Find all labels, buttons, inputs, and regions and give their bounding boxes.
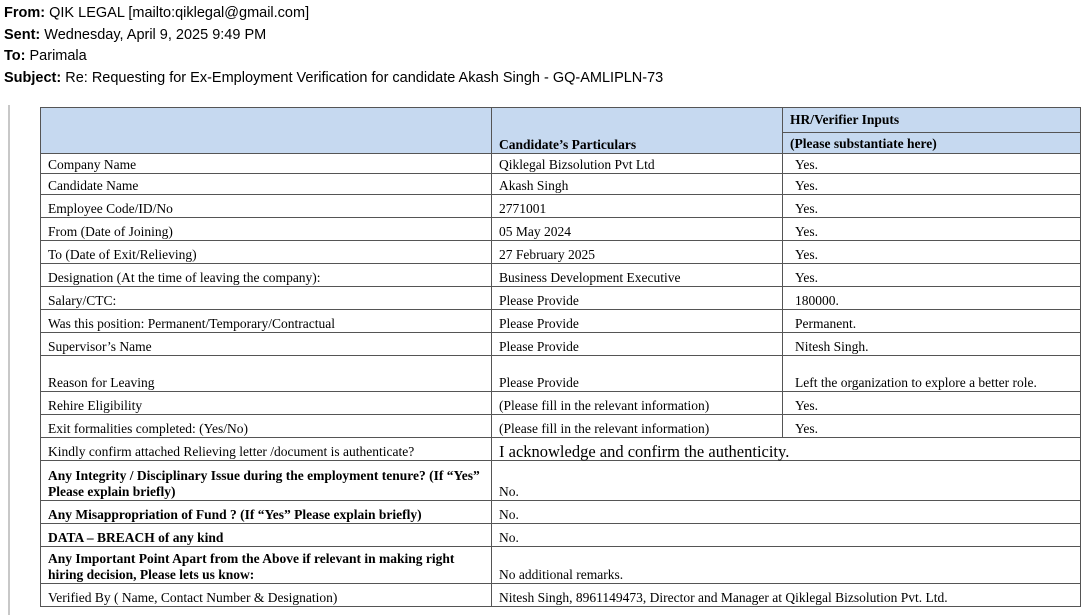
row-particular: (Please fill in the relevant information) [492, 415, 783, 438]
misappropriation-row [41, 501, 1081, 524]
quote-bar [8, 105, 10, 615]
table-row [41, 174, 1081, 195]
subject-label: Subject: [4, 69, 62, 86]
authentic-row [41, 438, 1081, 461]
header-blank [41, 108, 492, 154]
row-label: Salary/CTC: [41, 287, 492, 310]
authentic-value: I acknowledge and confirm the authenticity. [492, 438, 1081, 461]
header-verifier-inputs [783, 108, 1081, 154]
table-row [41, 218, 1081, 241]
row-particular: Business Development Executive [492, 264, 783, 287]
row-label: From (Date of Joining) [41, 218, 492, 241]
sent-label: Sent: [4, 26, 41, 43]
verified-value: Nitesh Singh, 8961149473, Director and Manager at Qiklegal Bizsolution Pvt. Ltd. [492, 584, 1081, 607]
from-line [4, 3, 663, 25]
row-particular: Please Provide [492, 333, 783, 356]
row-particular: Please Provide [492, 287, 783, 310]
table-row [41, 333, 1081, 356]
row-label: To (Date of Exit/Relieving) [41, 241, 492, 264]
table-row [41, 392, 1081, 415]
table-row [41, 154, 1081, 174]
from-label: From: [4, 5, 46, 21]
row-verifier-input: Nitesh Singh. [783, 333, 1081, 356]
row-verifier-input: Yes. [783, 174, 1081, 195]
row-verifier-input: Permanent. [783, 310, 1081, 333]
important-value: No additional remarks. [492, 547, 1081, 584]
row-verifier-input: Yes. [783, 218, 1081, 241]
row-verifier-input: Yes. [783, 195, 1081, 218]
verified-label: Verified By ( Name, Contact Number & Designation) [41, 584, 492, 607]
row-label: Was this position: Permanent/Temporary/Contractual [41, 310, 492, 333]
subject-line [4, 68, 663, 90]
row-verifier-input: Left the organization to explore a better role. [783, 356, 1081, 392]
table-row [41, 264, 1081, 287]
important-row [41, 547, 1081, 584]
verified-row [41, 584, 1081, 607]
table-row [41, 195, 1081, 218]
row-verifier-input: Yes. [783, 241, 1081, 264]
row-particular: Please Provide [492, 356, 783, 392]
header-verifier-title: HR/Verifier Inputs [790, 112, 900, 127]
integrity-label: Any Integrity / Disciplinary Issue during the employment tenure? (If “Yes” Please explain briefly) [41, 461, 492, 501]
sent-line [4, 25, 663, 47]
table-header-row [41, 108, 1081, 154]
to-label: To: [4, 48, 26, 64]
row-label: Rehire Eligibility [41, 392, 492, 415]
integrity-row [41, 461, 1081, 501]
row-particular: Qiklegal Bizsolution Pvt Ltd [492, 154, 783, 174]
row-verifier-input: 180000. [783, 287, 1081, 310]
table-row [41, 241, 1081, 264]
important-label: Any Important Point Apart from the Above if relevant in making right hiring decision, Please lets us know: [41, 547, 492, 584]
row-particular: Please Provide [492, 310, 783, 333]
row-particular: (Please fill in the relevant information) [492, 392, 783, 415]
from-value: QIK LEGAL [mailto:qiklegal@gmail.com] [49, 5, 310, 21]
misappropriation-label: Any Misappropriation of Fund ? (If “Yes” Please explain briefly) [41, 501, 492, 524]
row-label: Designation (At the time of leaving the company): [41, 264, 492, 287]
table-row [41, 310, 1081, 333]
row-label: Exit formalities completed: (Yes/No) [41, 415, 492, 438]
row-particular: 2771001 [492, 195, 783, 218]
row-particular: 27 February 2025 [492, 241, 783, 264]
row-label: Supervisor’s Name [41, 333, 492, 356]
breach-row [41, 524, 1081, 547]
to-value: Parimala [29, 48, 87, 64]
sent-value: Wednesday, April 9, 2025 9:49 PM [44, 26, 267, 43]
integrity-value: No. [492, 461, 1081, 501]
to-line [4, 46, 663, 68]
row-label: Reason for Leaving [41, 356, 492, 392]
table-row [41, 287, 1081, 310]
row-label: Employee Code/ID/No [41, 195, 492, 218]
authentic-label: Kindly confirm attached Relieving letter /document is authenticate? [41, 438, 492, 461]
row-label: Candidate Name [41, 174, 492, 195]
row-verifier-input: Yes. [783, 264, 1081, 287]
verification-table [40, 107, 1081, 607]
table-row [41, 356, 1081, 392]
row-verifier-input: Yes. [783, 154, 1081, 174]
email-header [4, 3, 663, 89]
header-particulars: Candidate’s Particulars [492, 108, 783, 154]
subject-value: Re: Requesting for Ex-Employment Verification for candidate Akash Singh - GQ-AMLIPLN-73 [65, 69, 664, 86]
row-verifier-input: Yes. [783, 415, 1081, 438]
row-particular: 05 May 2024 [492, 218, 783, 241]
breach-value: No. [492, 524, 1081, 547]
breach-label: DATA – BREACH of any kind [41, 524, 492, 547]
header-verifier-subtitle: (Please substantiate here) [783, 132, 1080, 153]
table-row [41, 415, 1081, 438]
misappropriation-value: No. [492, 501, 1081, 524]
row-label: Company Name [41, 154, 492, 174]
row-particular: Akash Singh [492, 174, 783, 195]
row-verifier-input: Yes. [783, 392, 1081, 415]
